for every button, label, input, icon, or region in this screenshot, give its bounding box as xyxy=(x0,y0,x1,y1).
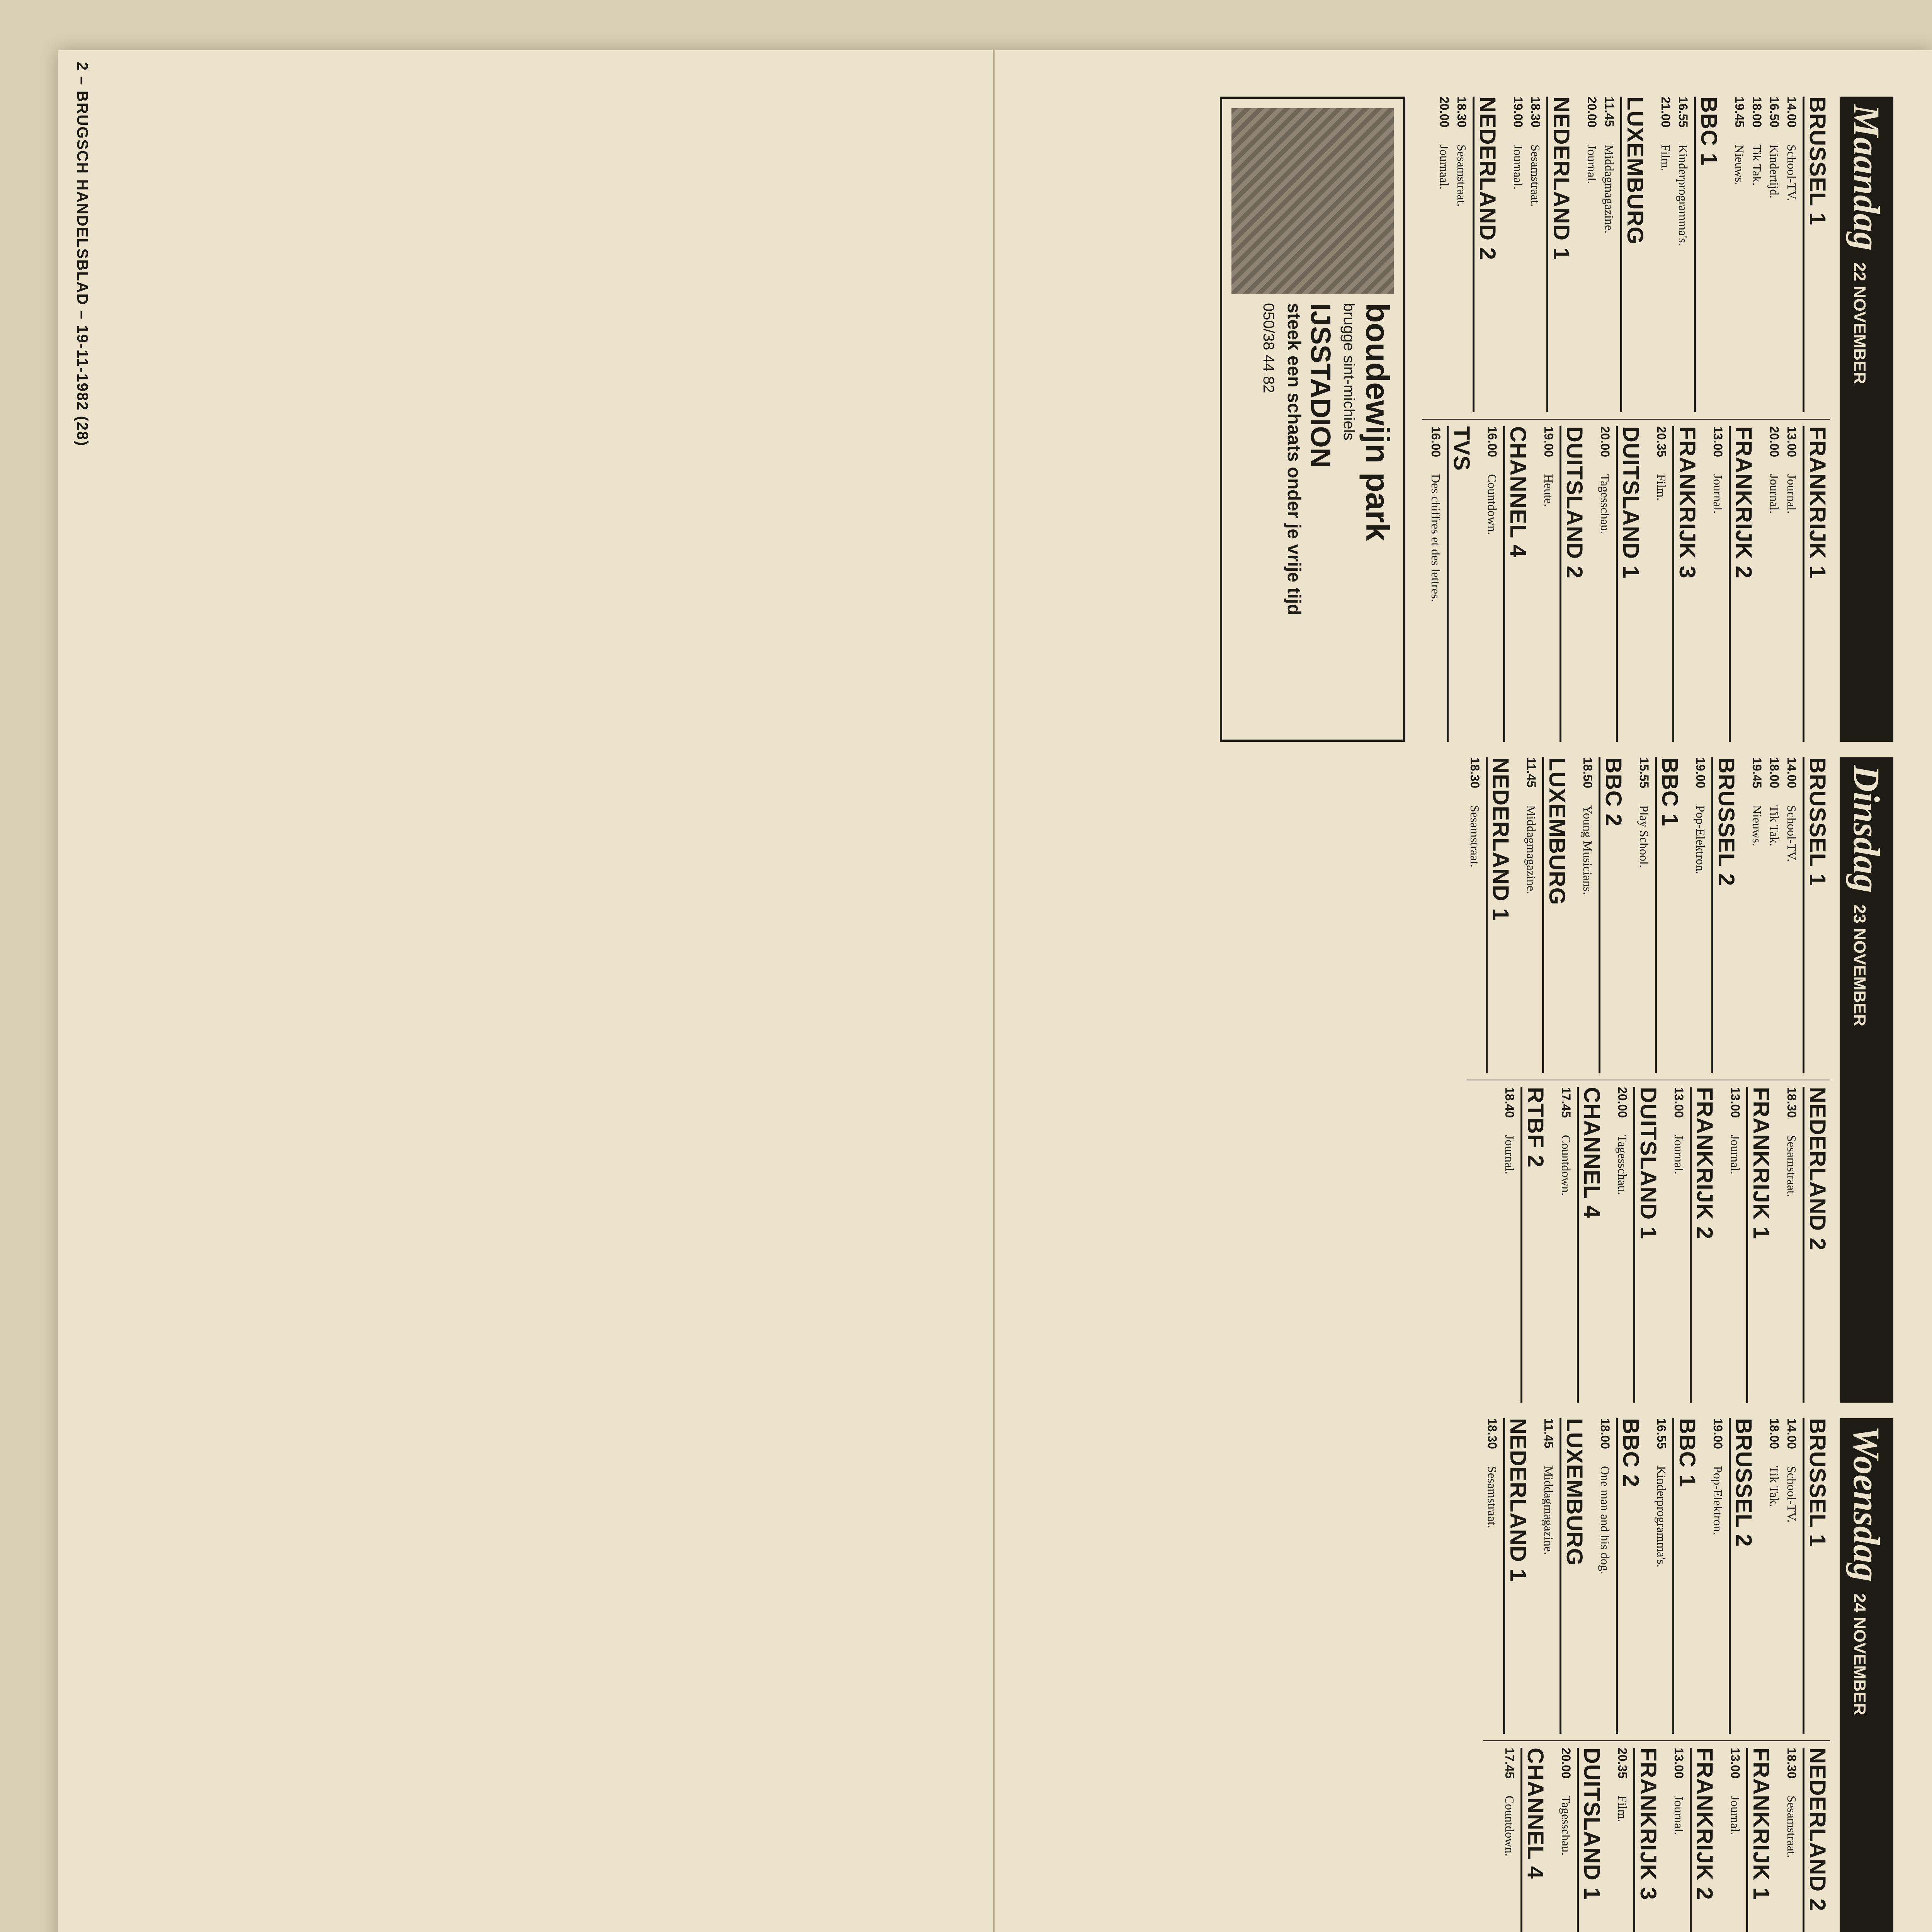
channel-name: DUITSLAND 2 xyxy=(1560,426,1587,742)
program-title: Journal. xyxy=(1503,1135,1517,1175)
program-row xyxy=(1597,426,1613,742)
program-time: 20.00 xyxy=(1616,1087,1629,1118)
program-time: 18.30 xyxy=(1785,1748,1799,1779)
day-column xyxy=(116,97,1893,742)
program-row xyxy=(1671,1087,1687,1403)
channel-name: BBC 1 xyxy=(1694,97,1722,412)
program-title: Kindertijd. xyxy=(1767,145,1781,199)
channel-name: NEDERLAND 1 xyxy=(1486,757,1514,1073)
program-time: 14.00 xyxy=(1785,757,1799,789)
program-title: School-TV. xyxy=(1785,1466,1799,1523)
channel-block xyxy=(1485,426,1531,742)
program-title: Middagmagazine. xyxy=(1542,1466,1556,1555)
ad-venue: IJSSTADION xyxy=(1305,303,1336,468)
channel-block xyxy=(1767,426,1830,742)
program-row xyxy=(1541,1418,1556,1734)
program-title: Journal. xyxy=(1672,1796,1686,1835)
newspaper-spread xyxy=(58,50,1932,1932)
program-title: Sesamstraat. xyxy=(1468,805,1482,867)
channel-block xyxy=(1428,426,1475,742)
advertisement xyxy=(1220,97,1405,742)
program-row xyxy=(1467,757,1483,1073)
program-row xyxy=(1528,97,1543,412)
program-time: 18.00 xyxy=(1767,757,1781,789)
program-title: Sesamstraat. xyxy=(1529,145,1543,207)
program-time: 19.00 xyxy=(1711,1418,1725,1449)
day-columns xyxy=(116,97,1893,1932)
program-row xyxy=(1580,757,1595,1073)
channel-name: FRANKRIJK 2 xyxy=(1690,1087,1718,1403)
program-time: 13.00 xyxy=(1728,1087,1742,1118)
channel-block xyxy=(1510,97,1574,412)
channel-name: RTBF 2 xyxy=(1520,1087,1548,1403)
program-time: 21.00 xyxy=(1659,97,1673,128)
program-row xyxy=(1767,426,1782,742)
program-title: Des chiffres et des lettres. xyxy=(1429,474,1443,602)
channel-name: NEDERLAND 2 xyxy=(1803,1087,1830,1403)
program-row xyxy=(1784,1418,1799,1734)
channel-name: LUXEMBURG xyxy=(1620,97,1648,412)
program-time: 18.30 xyxy=(1485,1418,1499,1449)
program-title: Journal. xyxy=(1728,1135,1742,1175)
program-row xyxy=(1485,1418,1500,1734)
channel-block xyxy=(1728,1087,1774,1403)
program-time: 13.00 xyxy=(1728,1748,1742,1779)
program-row xyxy=(1710,1418,1726,1734)
program-title: Journaal. xyxy=(1437,145,1451,190)
program-row xyxy=(1510,97,1526,412)
program-row xyxy=(1784,1748,1799,1932)
channel-block xyxy=(1580,757,1626,1073)
channel-name: BBC 1 xyxy=(1672,1418,1700,1734)
ad-brand: boudewijn park xyxy=(1359,303,1396,541)
program-time: 18.30 xyxy=(1455,97,1469,128)
day-name: Maandag xyxy=(1846,104,1887,251)
channel-block xyxy=(1710,426,1757,742)
channel-list xyxy=(1483,1418,1831,1932)
program-time: 13.00 xyxy=(1785,426,1799,457)
channel-name: LUXEMBURG xyxy=(1560,1418,1587,1734)
program-title: Film. xyxy=(1616,1796,1629,1822)
channel-block xyxy=(1467,757,1514,1073)
program-time: 15.55 xyxy=(1637,757,1651,789)
program-time: 20.00 xyxy=(1767,426,1781,457)
program-row xyxy=(1558,1087,1574,1403)
day-column xyxy=(116,1418,1893,1932)
day-date: 24 NOVEMBER xyxy=(1850,1593,1869,1716)
program-title: Heute. xyxy=(1542,474,1556,507)
program-row xyxy=(1749,757,1765,1073)
program-time: 14.00 xyxy=(1785,1418,1799,1449)
channel-block xyxy=(1749,757,1830,1073)
program-time: 16.55 xyxy=(1676,97,1690,128)
program-title: Journal. xyxy=(1711,474,1725,514)
program-row xyxy=(1654,1418,1669,1734)
day-date: 22 NOVEMBER xyxy=(1850,262,1869,384)
channel-block xyxy=(1784,1748,1830,1932)
program-title: Nieuws. xyxy=(1733,145,1747,185)
program-title: One man and his dog. xyxy=(1598,1466,1612,1574)
program-time: 17.45 xyxy=(1503,1748,1517,1779)
program-row xyxy=(1654,426,1669,742)
day-column xyxy=(116,757,1893,1403)
channel-block xyxy=(1693,757,1739,1073)
channel-list xyxy=(1467,757,1830,1403)
program-title: Pop-Elektron. xyxy=(1711,1466,1725,1535)
program-time: 18.40 xyxy=(1503,1087,1517,1118)
program-time: 13.00 xyxy=(1672,1748,1686,1779)
channel-block xyxy=(1710,1418,1757,1734)
channel-name: BRUSSEL 1 xyxy=(1803,757,1830,1073)
program-row xyxy=(1558,1748,1574,1932)
channel-block xyxy=(1558,1087,1605,1403)
program-time: 18.00 xyxy=(1598,1418,1612,1449)
program-row xyxy=(1428,426,1444,742)
program-title: Sesamstraat. xyxy=(1785,1796,1799,1858)
day-header xyxy=(1840,97,1893,742)
day-date: 23 NOVEMBER xyxy=(1850,904,1869,1027)
channel-name: NEDERLAND 2 xyxy=(1473,97,1500,412)
channel-name: DUITSLAND 1 xyxy=(1616,426,1644,742)
program-time: 13.00 xyxy=(1672,1087,1686,1118)
program-time: 13.00 xyxy=(1711,426,1725,457)
channel-name: FRANKRIJK 2 xyxy=(1690,1748,1718,1932)
program-time: 18.30 xyxy=(1529,97,1543,128)
day-header xyxy=(1840,1418,1893,1932)
channel-name: BRUSSEL 2 xyxy=(1729,1418,1757,1734)
channel-name: DUITSLAND 1 xyxy=(1633,1087,1661,1403)
program-row xyxy=(1728,1748,1743,1932)
program-row xyxy=(1767,97,1782,412)
program-title: Film. xyxy=(1655,474,1668,501)
program-title: Tik Tak. xyxy=(1767,805,1781,847)
program-row xyxy=(1658,97,1673,412)
channel-name: CHANNEL 4 xyxy=(1503,426,1531,742)
channel-block xyxy=(1767,1418,1830,1734)
program-title: Kinderprogramma's. xyxy=(1655,1466,1668,1568)
program-title: Countdown. xyxy=(1559,1135,1573,1196)
channel-block xyxy=(1597,426,1644,742)
program-row xyxy=(1671,1748,1687,1932)
program-title: Journal. xyxy=(1672,1135,1686,1175)
channel-name: BBC 2 xyxy=(1599,757,1626,1073)
program-row xyxy=(1584,97,1600,412)
ad-photo xyxy=(1231,108,1394,294)
program-row xyxy=(1767,1418,1782,1734)
program-row xyxy=(1784,757,1799,1073)
channel-name: DUITSLAND 1 xyxy=(1577,1748,1605,1932)
ad-phone: 050/38 44 82 xyxy=(1260,303,1277,393)
channel-name: FRANKRIJK 3 xyxy=(1633,1748,1661,1932)
program-time: 20.00 xyxy=(1585,97,1599,128)
channel-block xyxy=(1502,1748,1548,1932)
channel-block xyxy=(1502,1087,1548,1403)
program-time: 19.45 xyxy=(1733,97,1747,128)
channel-block xyxy=(1671,1087,1718,1403)
program-time: 19.00 xyxy=(1511,97,1525,128)
channel-name: FRANKRIJK 1 xyxy=(1746,1748,1774,1932)
program-time: 18.30 xyxy=(1785,1087,1799,1118)
channel-list xyxy=(1422,97,1830,742)
program-title: Journal. xyxy=(1728,1796,1742,1835)
program-title: Tagesschau. xyxy=(1616,1135,1629,1195)
channel-block xyxy=(1584,97,1648,412)
program-title: Sesamstraat. xyxy=(1485,1466,1499,1528)
day-header xyxy=(1840,757,1893,1403)
program-time: 11.45 xyxy=(1542,1418,1556,1449)
day-name: Woensdag xyxy=(1846,1426,1887,1582)
channel-block xyxy=(1541,1418,1587,1734)
channel-block xyxy=(1671,1748,1718,1932)
program-title: School-TV. xyxy=(1785,145,1799,201)
program-row xyxy=(1615,1087,1630,1403)
program-title: Kinderprogramma's. xyxy=(1676,145,1690,246)
program-row xyxy=(1524,757,1539,1073)
program-title: Journaal. xyxy=(1511,145,1525,190)
channel-block xyxy=(1732,97,1830,412)
program-row xyxy=(1784,426,1799,742)
channel-name: BBC 1 xyxy=(1655,757,1683,1073)
program-time: 20.35 xyxy=(1655,426,1668,457)
program-time: 20.00 xyxy=(1598,426,1612,457)
channel-name: BRUSSEL 1 xyxy=(1803,97,1830,412)
channel-block xyxy=(1654,426,1700,742)
program-title: School-TV. xyxy=(1785,805,1799,862)
day-name: Dinsdag xyxy=(1846,765,1887,893)
program-time: 16.55 xyxy=(1655,1418,1668,1449)
program-time: 20.35 xyxy=(1616,1748,1629,1779)
program-row xyxy=(1732,97,1747,412)
channel-name: CHANNEL 4 xyxy=(1520,1748,1548,1932)
program-time: 11.45 xyxy=(1602,97,1616,127)
program-row xyxy=(1675,97,1691,412)
channel-block xyxy=(1541,426,1587,742)
channel-name: FRANKRIJK 2 xyxy=(1729,426,1757,742)
program-time: 14.00 xyxy=(1785,97,1799,128)
program-title: Nieuws. xyxy=(1750,805,1764,846)
program-row xyxy=(1784,97,1799,412)
ad-text xyxy=(1231,303,1394,615)
program-time: 18.50 xyxy=(1581,757,1595,789)
channel-block xyxy=(1485,1418,1531,1734)
program-title: Countdown. xyxy=(1503,1796,1517,1857)
program-time: 18.00 xyxy=(1767,1418,1781,1449)
program-row xyxy=(1541,426,1556,742)
program-title: Tik Tak. xyxy=(1750,145,1764,186)
program-time: 16.50 xyxy=(1767,97,1781,128)
program-title: Sesamstraat. xyxy=(1455,145,1469,207)
program-title: Journal. xyxy=(1585,145,1599,184)
program-row xyxy=(1597,1418,1613,1734)
channel-name: BRUSSEL 2 xyxy=(1711,757,1739,1073)
program-title: Tagesschau. xyxy=(1598,474,1612,534)
channel-block xyxy=(1615,1748,1661,1932)
program-time: 18.30 xyxy=(1468,757,1482,789)
channel-name: BRUSSEL 1 xyxy=(1803,1418,1830,1734)
program-row xyxy=(1749,97,1765,412)
channel-name: LUXEMBURG xyxy=(1542,757,1570,1073)
program-row xyxy=(1615,1748,1630,1932)
program-row xyxy=(1728,1087,1743,1403)
program-row xyxy=(1485,426,1500,742)
program-title: Pop-Elektron. xyxy=(1694,805,1708,874)
program-time: 19.00 xyxy=(1542,426,1556,457)
channel-name: FRANKRIJK 3 xyxy=(1672,426,1700,742)
program-title: Countdown. xyxy=(1485,474,1499,535)
program-row xyxy=(1767,757,1782,1073)
channel-name: NEDERLAND 1 xyxy=(1503,1418,1531,1734)
program-row xyxy=(1784,1087,1799,1403)
tv-listings-rotated xyxy=(116,97,1893,1932)
channel-name: NEDERLAND 2 xyxy=(1803,1748,1830,1932)
program-row xyxy=(1693,757,1708,1073)
program-row xyxy=(1636,757,1652,1073)
program-row xyxy=(1454,97,1469,412)
channel-block xyxy=(1784,1087,1830,1403)
program-row xyxy=(1710,426,1726,742)
channel-block xyxy=(1558,1748,1605,1932)
program-time: 18.00 xyxy=(1750,97,1764,128)
program-time: 19.45 xyxy=(1750,757,1764,789)
channel-block xyxy=(1437,97,1500,412)
ad-sub: brugge sint-michiels xyxy=(1340,303,1357,440)
program-title: Play School. xyxy=(1637,805,1651,868)
program-time: 16.00 xyxy=(1485,426,1499,457)
channel-name: NEDERLAND 1 xyxy=(1546,97,1574,412)
channel-name: TVS xyxy=(1447,426,1475,742)
channel-block xyxy=(1636,757,1683,1073)
channel-block xyxy=(1597,1418,1644,1734)
channel-block xyxy=(1654,1418,1700,1734)
program-row xyxy=(1437,97,1452,412)
channel-name: BBC 2 xyxy=(1616,1418,1644,1734)
program-time: 16.00 xyxy=(1429,426,1443,457)
program-title: Sesamstraat. xyxy=(1785,1135,1799,1197)
program-time: 17.45 xyxy=(1559,1087,1573,1118)
program-time: 20.00 xyxy=(1437,97,1451,128)
program-title: Young Musicians. xyxy=(1581,805,1595,895)
channel-block xyxy=(1658,97,1722,412)
program-row xyxy=(1502,1748,1517,1932)
channel-name: CHANNEL 4 xyxy=(1577,1087,1605,1403)
channel-name: FRANKRIJK 1 xyxy=(1746,1087,1774,1403)
ad-tag: steek een schaats onder je vrije tijd xyxy=(1284,303,1304,616)
channel-block xyxy=(1728,1748,1774,1932)
running-head-left: 2 – BRUGSCH HANDELSBLAD – 19-11-1982 (28) xyxy=(74,62,91,447)
program-row xyxy=(1602,97,1617,412)
channel-block xyxy=(1615,1087,1661,1403)
program-title: Tagesschau. xyxy=(1559,1796,1573,1856)
channel-name: FRANKRIJK 1 xyxy=(1803,426,1830,742)
program-title: Journal. xyxy=(1785,474,1799,514)
program-title: Middagmagazine. xyxy=(1602,145,1616,234)
program-time: 19.00 xyxy=(1694,757,1708,789)
program-row xyxy=(1502,1087,1517,1403)
program-title: Tik Tak. xyxy=(1767,1466,1781,1507)
program-time: 20.00 xyxy=(1559,1748,1573,1779)
program-title: Film. xyxy=(1659,145,1673,171)
program-title: Middagmagazine. xyxy=(1524,805,1538,895)
channel-block xyxy=(1524,757,1570,1073)
program-time: 11.45 xyxy=(1524,757,1538,788)
program-title: Journal. xyxy=(1767,474,1781,514)
